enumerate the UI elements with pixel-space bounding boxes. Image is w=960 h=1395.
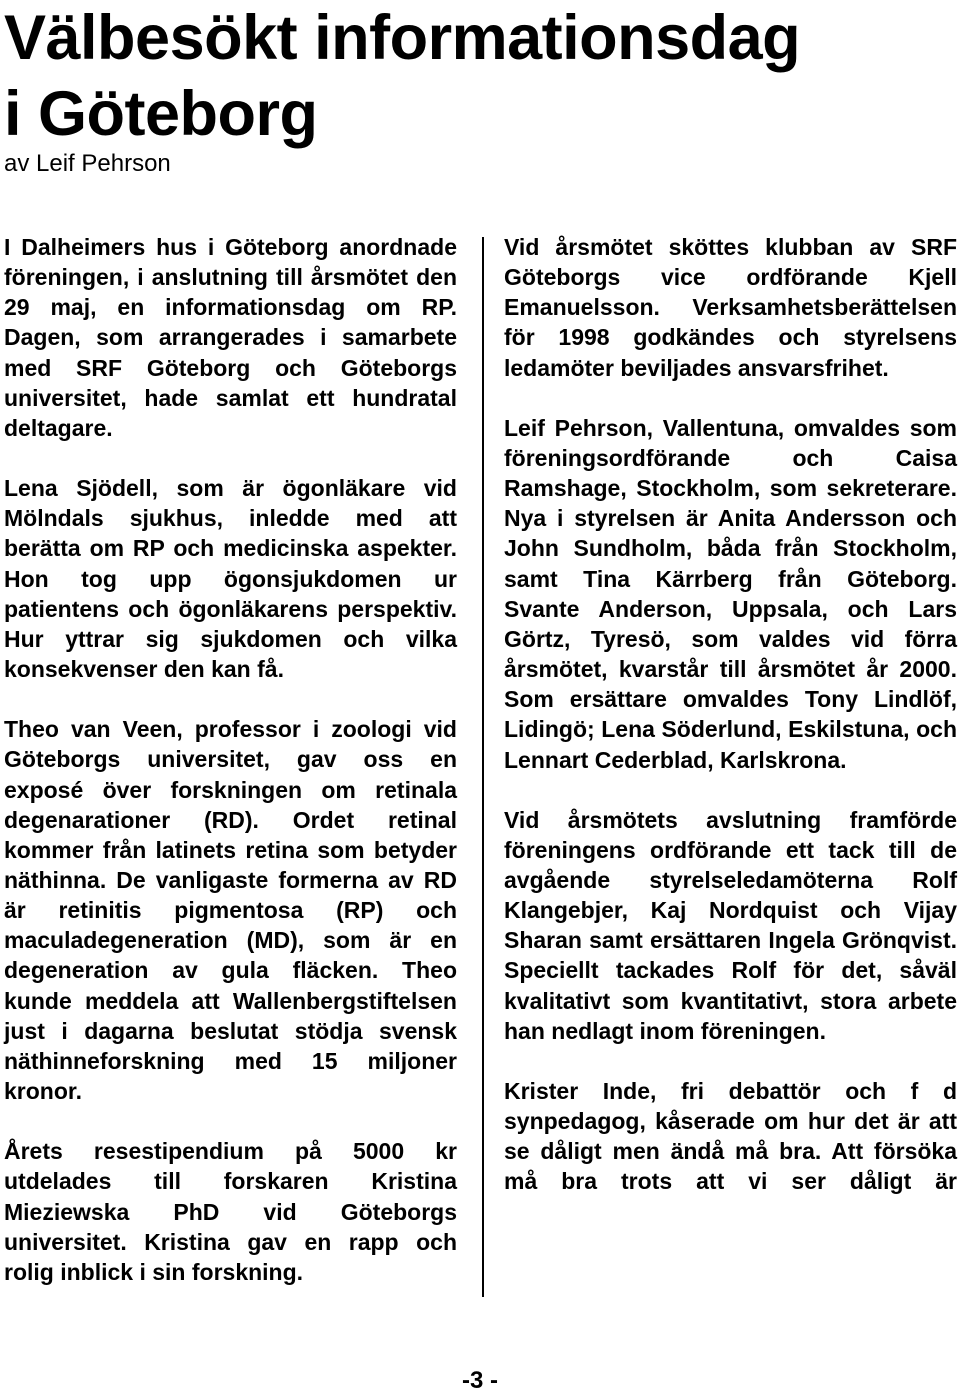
article-title-line-1: Välbesökt informationsdag (4, 3, 801, 73)
left-column (4, 232, 457, 1287)
byline: av Leif Pehrson (4, 150, 171, 177)
column-divider (482, 237, 484, 1297)
article-title (4, 0, 800, 152)
paragraph-lena-sjodell: Lena Sjödell, som är ögonläkare vid Mölndals sjukhus, inledde med att berätta om RP och medicinska aspekter. Hon tog upp ögonsjukdomen ur patientens och ögonläkarens perspektiv. Hur yttrar sig sjukdomen och vilka konsekvenser den kan få. (4, 475, 457, 683)
paragraph-arsmotet: Vid årsmötet sköttes klubban av SRF Göteborgs vice ordförande Kjell Emanuelsson. Verksamhetsberättelsen för 1998 godkändes och styrelsens ledamöter beviljades ansvarsfrihet. (504, 234, 957, 381)
paragraph-styrelse-val: Leif Pehrson, Vallentuna, omvaldes som föreningsordförande och Caisa Ramshage, Stockholm, som sekreterare. Nya i styrelsen är Anita Andersson och John Sundholm, båda från Stockholm, samt Tina Kärrberg från Göteborg. Svante Anderson, Uppsala, och Lars Görtz, Tyresö, som valdes vid förra årsmötet, kvarstår till årsmötet år 2000. Som ersättare omvaldes Tony Lindlöf, Lidingö; Lena Söderlund, Eskilstuna, och Lennart Cederblad, Karlskrona. (504, 414, 957, 773)
right-column (504, 232, 957, 1197)
paragraph-intro: I Dalheimers hus i Göteborg anordnade föreningen, i anslutning till årsmötet den 29 maj, en informationsdag om RP. Dagen, som arrangerades i samarbete med SRF Göteborg och Göteborgs universitet, hade samlat ett hundratal deltagare. (4, 234, 457, 441)
paragraph-krister-inde: Krister Inde, fri debattör och f d synpedagog, kåserade om hur det är att se dåligt men ändå må bra. Att försöka må bra trots att vi ser dåligt är (504, 1077, 957, 1195)
page-number: -3 - (462, 1367, 498, 1394)
article-title-line-2: i Göteborg (4, 79, 318, 149)
paragraph-resestipendium: Årets resestipendium på 5000 kr utdelades till forskaren Kristina Mieziewska PhD vid Göteborgs universitet. Kristina gav en rapp och rolig inblick i sin forskning. (4, 1138, 457, 1285)
paragraph-tack: Vid årsmötets avslutning framförde föreningens ordförande ett tack till de avgående styrelseledamöterna Rolf Klangebjer, Kaj Nordquist och Vijay Sharan samt ersättaren Ingela Grönqvist. Speciellt tackades Rolf för det, såväl kvalitativt som kvantitativt, stora arbete han nedlagt inom föreningen. (504, 806, 957, 1044)
paragraph-theo-van-veen: Theo van Veen, professor i zoologi vid Göteborgs universitet, gav oss en exposé över forskningen om retinala degenarationer (RD). Ordet retinal kommer från latinets retina som betyder näthinna. De vanligaste formerna av RD är retinitis pigmentosa (RP) och maculadegeneration (MD), som är en degeneration av gula fläcken. Theo kunde meddela att Wallenbergstiftelsen just i dagarna beslutat stödja svensk näthinneforskning med 15 miljoner kronor. (4, 716, 457, 1105)
